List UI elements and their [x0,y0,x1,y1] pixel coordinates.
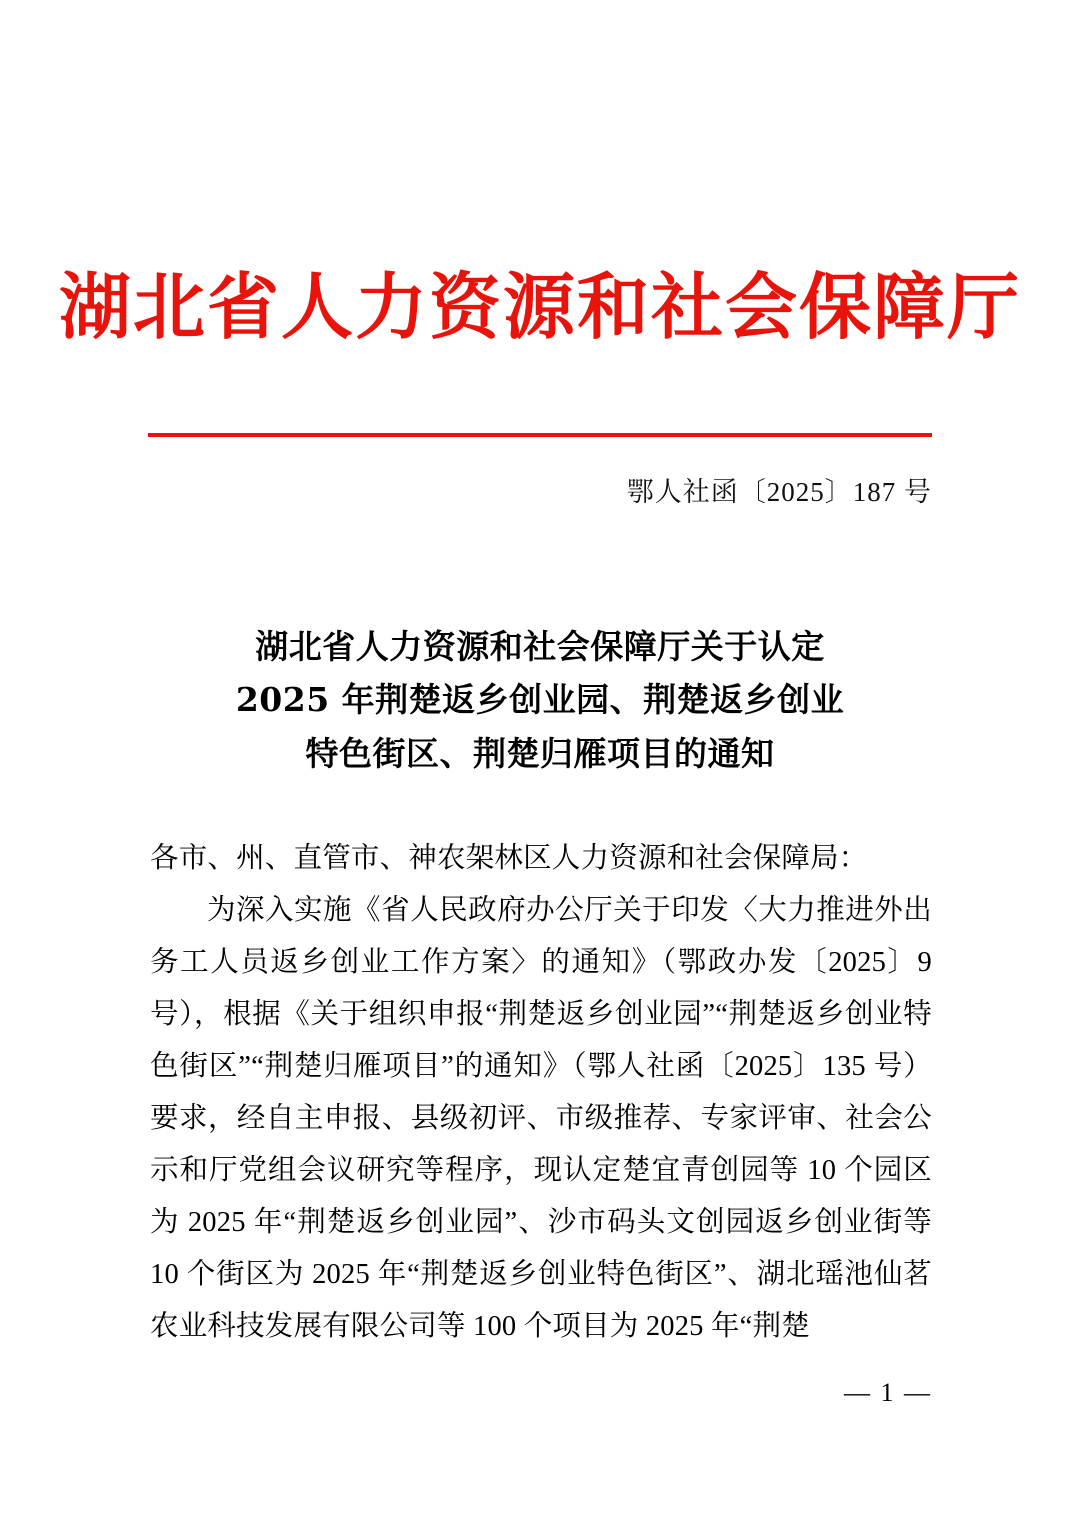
document-number: 鄂人社函〔2025〕187 号 [626,477,932,507]
title-line-3: 特色街区、荆楚归雁项目的通知 [305,733,775,773]
body-content [150,833,932,1353]
letterhead [0,264,1080,349]
salutation: 各市、州、直管市、神农架林区人力资源和社会保障局： [150,843,868,874]
issuing-agency-title: 湖北省人力资源和社会保障厅 [58,264,1021,349]
red-divider-rule [148,433,932,437]
body-paragraph-1: 为深入实施《省人民政府办公厅关于印发〈大力推进外出务工人员返乡创业工作方案〉的通知》（鄂政办发〔2025〕9 号），根据《关于组织申报“荆楚返乡创业园”“荆楚返乡创业特色街区”“荆楚归雁项目”的通知》（鄂人社函〔2025〕135 号）要求，经自主申报、县级初评、市级推荐、专家评审、社会公示和厅党组会议研究等程序，现认定楚宜青创园等 10 个园区为 2025 年“荆楚返乡创业园”、沙市码头文创园返乡创业街等 10 个街区为 2025 年“荆楚返乡创业特色街区”、湖北瑶池仙茗农业科技发展有限公司等 100 个项目为 2025 年“荆楚 [150,895,932,1342]
page-title [148,620,932,780]
title-line-2: 2025 年荆楚返乡创业园、荆楚返乡创业 [235,680,845,720]
title-line-1: 湖北省人力资源和社会保障厅关于认定 [255,627,825,666]
page-number: — 1 — [844,1378,932,1407]
